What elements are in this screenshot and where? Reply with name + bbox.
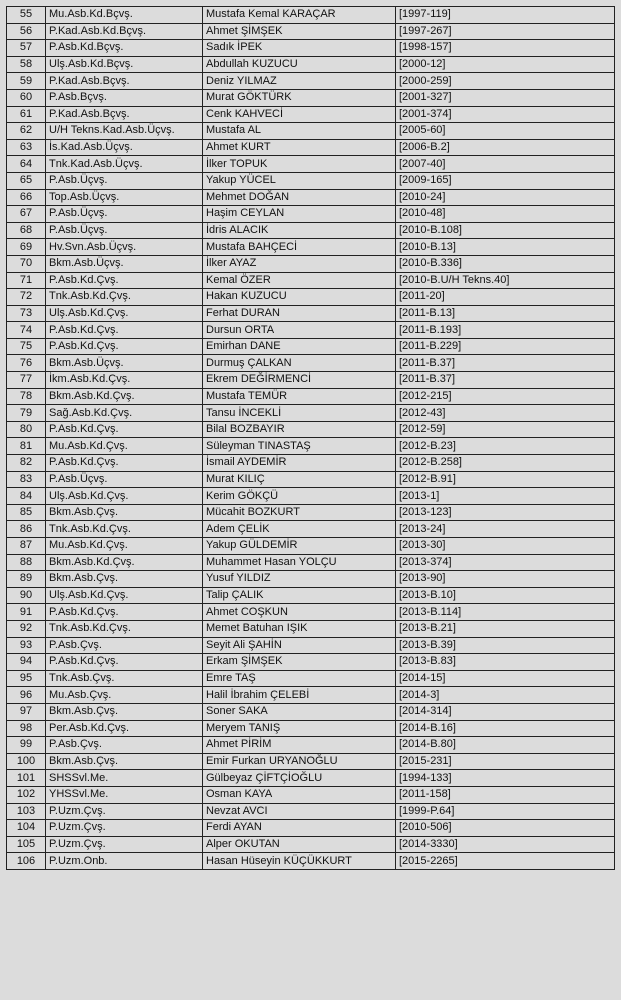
- reference-cell: [2013-B.114]: [396, 604, 615, 621]
- rank-cell: P.Asb.Çvş.: [46, 737, 203, 754]
- row-number-cell: 83: [7, 471, 46, 488]
- table-row: [7, 803, 615, 820]
- table-row: [7, 753, 615, 770]
- table-row: [7, 156, 615, 173]
- table-row: [7, 438, 615, 455]
- name-cell: Murat GÖKTÜRK: [203, 89, 396, 106]
- table-row: [7, 73, 615, 90]
- name-cell: Erkam ŞİMŞEK: [203, 654, 396, 671]
- rank-cell: P.Asb.Üçvş.: [46, 172, 203, 189]
- row-number-cell: 65: [7, 172, 46, 189]
- reference-cell: [1994-133]: [396, 770, 615, 787]
- name-cell: Dursun ORTA: [203, 322, 396, 339]
- reference-cell: [2014-314]: [396, 703, 615, 720]
- row-number-cell: 55: [7, 7, 46, 24]
- row-number-cell: 105: [7, 836, 46, 853]
- reference-cell: [2000-259]: [396, 73, 615, 90]
- table-row: [7, 836, 615, 853]
- table-row: [7, 853, 615, 870]
- name-cell: İdris ALACIK: [203, 222, 396, 239]
- name-cell: Muhammet Hasan YOLÇU: [203, 554, 396, 571]
- row-number-cell: 66: [7, 189, 46, 206]
- rank-cell: P.Kad.Asb.Kd.Bçvş.: [46, 23, 203, 40]
- table-row: [7, 7, 615, 24]
- row-number-cell: 88: [7, 554, 46, 571]
- name-cell: Mustafa Kemal KARAÇAR: [203, 7, 396, 24]
- row-number-cell: 80: [7, 421, 46, 438]
- rank-cell: P.Asb.Kd.Çvş.: [46, 455, 203, 472]
- name-cell: Yakup YÜCEL: [203, 172, 396, 189]
- name-cell: Cenk KAHVECİ: [203, 106, 396, 123]
- table-row: [7, 786, 615, 803]
- rank-cell: Bkm.Asb.Kd.Çvş.: [46, 554, 203, 571]
- table-row: [7, 571, 615, 588]
- table-row: [7, 322, 615, 339]
- name-cell: Emre TAŞ: [203, 670, 396, 687]
- rank-cell: Tnk.Asb.Kd.Çvş.: [46, 289, 203, 306]
- table-row: [7, 720, 615, 737]
- name-cell: Murat KILIÇ: [203, 471, 396, 488]
- row-number-cell: 100: [7, 753, 46, 770]
- row-number-cell: 92: [7, 620, 46, 637]
- table-row: [7, 40, 615, 57]
- table-row: [7, 654, 615, 671]
- reference-cell: [2013-B.83]: [396, 654, 615, 671]
- rank-cell: İkm.Asb.Kd.Çvş.: [46, 372, 203, 389]
- reference-cell: [2006-B.2]: [396, 139, 615, 156]
- rank-cell: P.Kad.Asb.Bçvş.: [46, 106, 203, 123]
- table-row: [7, 239, 615, 256]
- reference-cell: [2005-60]: [396, 123, 615, 140]
- reference-cell: [2012-215]: [396, 388, 615, 405]
- reference-cell: [2012-B.23]: [396, 438, 615, 455]
- row-number-cell: 106: [7, 853, 46, 870]
- name-cell: Mehmet DOĞAN: [203, 189, 396, 206]
- name-cell: Hakan KUZUCU: [203, 289, 396, 306]
- reference-cell: [2011-B.37]: [396, 355, 615, 372]
- name-cell: Osman KAYA: [203, 786, 396, 803]
- table-row: [7, 471, 615, 488]
- rank-cell: İs.Kad.Asb.Üçvş.: [46, 139, 203, 156]
- rank-cell: P.Asb.Kd.Çvş.: [46, 338, 203, 355]
- table-row: [7, 372, 615, 389]
- row-number-cell: 75: [7, 338, 46, 355]
- table-row: [7, 405, 615, 422]
- table-row: [7, 587, 615, 604]
- reference-cell: [2011-158]: [396, 786, 615, 803]
- row-number-cell: 82: [7, 455, 46, 472]
- reference-cell: [2011-B.13]: [396, 305, 615, 322]
- table-row: [7, 504, 615, 521]
- name-cell: Talip ÇALIK: [203, 587, 396, 604]
- row-number-cell: 71: [7, 272, 46, 289]
- reference-cell: [1998-157]: [396, 40, 615, 57]
- rank-cell: P.Asb.Üçvş.: [46, 222, 203, 239]
- table-row: [7, 388, 615, 405]
- name-cell: Ferhat DURAN: [203, 305, 396, 322]
- name-cell: Gülbeyaz ÇİFTÇİOĞLU: [203, 770, 396, 787]
- table-row: [7, 637, 615, 654]
- table-row: [7, 172, 615, 189]
- rank-cell: P.Asb.Kd.Çvş.: [46, 322, 203, 339]
- reference-cell: [2010-B.108]: [396, 222, 615, 239]
- row-number-cell: 72: [7, 289, 46, 306]
- name-cell: Soner SAKA: [203, 703, 396, 720]
- reference-cell: [2012-B.91]: [396, 471, 615, 488]
- reference-cell: [2007-40]: [396, 156, 615, 173]
- name-cell: Halil İbrahim ÇELEBİ: [203, 687, 396, 704]
- name-cell: Memet Batuhan IŞIK: [203, 620, 396, 637]
- row-number-cell: 57: [7, 40, 46, 57]
- reference-cell: [2010-B.13]: [396, 239, 615, 256]
- rank-cell: Mu.Asb.Kd.Bçvş.: [46, 7, 203, 24]
- name-cell: Emirhan DANE: [203, 338, 396, 355]
- reference-cell: [2013-24]: [396, 521, 615, 538]
- row-number-cell: 97: [7, 703, 46, 720]
- rank-cell: SHSSvl.Me.: [46, 770, 203, 787]
- name-cell: Ahmet ŞİMŞEK: [203, 23, 396, 40]
- reference-cell: [2012-43]: [396, 405, 615, 422]
- row-number-cell: 102: [7, 786, 46, 803]
- reference-cell: [2010-B.U/H Tekns.40]: [396, 272, 615, 289]
- reference-cell: [2012-B.258]: [396, 455, 615, 472]
- row-number-cell: 61: [7, 106, 46, 123]
- table-row: [7, 255, 615, 272]
- rank-cell: Per.Asb.Kd.Çvş.: [46, 720, 203, 737]
- name-cell: Ekrem DEĞİRMENCİ: [203, 372, 396, 389]
- table-row: [7, 272, 615, 289]
- name-cell: Ferdi AYAN: [203, 820, 396, 837]
- reference-cell: [2010-48]: [396, 206, 615, 223]
- row-number-cell: 101: [7, 770, 46, 787]
- rank-cell: P.Kad.Asb.Bçvş.: [46, 73, 203, 90]
- table-row: [7, 620, 615, 637]
- reference-cell: [1997-267]: [396, 23, 615, 40]
- reference-cell: [1997-119]: [396, 7, 615, 24]
- reference-cell: [2011-B.37]: [396, 372, 615, 389]
- rank-cell: Bkm.Asb.Çvş.: [46, 753, 203, 770]
- name-cell: Yakup GÜLDEMİR: [203, 538, 396, 555]
- name-cell: Mustafa TEMÜR: [203, 388, 396, 405]
- reference-cell: [2013-1]: [396, 488, 615, 505]
- reference-cell: [2013-374]: [396, 554, 615, 571]
- row-number-cell: 56: [7, 23, 46, 40]
- name-cell: Seyit Ali ŞAHİN: [203, 637, 396, 654]
- table-row: [7, 355, 615, 372]
- rank-cell: Tnk.Asb.Kd.Çvş.: [46, 620, 203, 637]
- table-row: [7, 820, 615, 837]
- name-cell: Abdullah KUZUCU: [203, 56, 396, 73]
- reference-cell: [2010-506]: [396, 820, 615, 837]
- row-number-cell: 59: [7, 73, 46, 90]
- table-row: [7, 670, 615, 687]
- table-row: [7, 554, 615, 571]
- name-cell: Haşim CEYLAN: [203, 206, 396, 223]
- row-number-cell: 78: [7, 388, 46, 405]
- reference-cell: [2014-15]: [396, 670, 615, 687]
- name-cell: Mustafa AL: [203, 123, 396, 140]
- row-number-cell: 68: [7, 222, 46, 239]
- rank-cell: P.Uzm.Çvş.: [46, 820, 203, 837]
- name-cell: Adem ÇELİK: [203, 521, 396, 538]
- rank-cell: P.Asb.Kd.Çvş.: [46, 272, 203, 289]
- table-row: [7, 421, 615, 438]
- name-cell: Süleyman TINASTAŞ: [203, 438, 396, 455]
- rank-cell: Ulş.Asb.Kd.Çvş.: [46, 305, 203, 322]
- rank-cell: Bkm.Asb.Üçvş.: [46, 355, 203, 372]
- rank-cell: Bkm.Asb.Üçvş.: [46, 255, 203, 272]
- rank-cell: Mu.Asb.Kd.Çvş.: [46, 538, 203, 555]
- name-cell: Mustafa BAHÇECİ: [203, 239, 396, 256]
- table-row: [7, 89, 615, 106]
- name-cell: Ahmet COŞKUN: [203, 604, 396, 621]
- rank-cell: Mu.Asb.Kd.Çvş.: [46, 438, 203, 455]
- reference-cell: [2011-20]: [396, 289, 615, 306]
- row-number-cell: 70: [7, 255, 46, 272]
- rank-cell: P.Asb.Kd.Çvş.: [46, 421, 203, 438]
- table-row: [7, 305, 615, 322]
- rank-cell: Tnk.Kad.Asb.Üçvş.: [46, 156, 203, 173]
- rank-cell: Bkm.Asb.Kd.Çvş.: [46, 388, 203, 405]
- name-cell: Sadık İPEK: [203, 40, 396, 57]
- row-number-cell: 98: [7, 720, 46, 737]
- row-number-cell: 58: [7, 56, 46, 73]
- table-row: [7, 189, 615, 206]
- reference-cell: [2011-B.229]: [396, 338, 615, 355]
- name-cell: Kemal ÖZER: [203, 272, 396, 289]
- table-row: [7, 521, 615, 538]
- rank-cell: Bkm.Asb.Çvş.: [46, 703, 203, 720]
- row-number-cell: 85: [7, 504, 46, 521]
- reference-cell: [2013-30]: [396, 538, 615, 555]
- name-cell: İlker AYAZ: [203, 255, 396, 272]
- row-number-cell: 76: [7, 355, 46, 372]
- name-cell: Durmuş ÇALKAN: [203, 355, 396, 372]
- reference-cell: [2012-59]: [396, 421, 615, 438]
- rank-cell: U/H Tekns.Kad.Asb.Üçvş.: [46, 123, 203, 140]
- reference-cell: [2011-B.193]: [396, 322, 615, 339]
- row-number-cell: 99: [7, 737, 46, 754]
- row-number-cell: 63: [7, 139, 46, 156]
- row-number-cell: 86: [7, 521, 46, 538]
- name-cell: Ahmet PİRİM: [203, 737, 396, 754]
- name-cell: Alper OKUTAN: [203, 836, 396, 853]
- name-cell: Yusuf YILDIZ: [203, 571, 396, 588]
- reference-cell: [2014-3]: [396, 687, 615, 704]
- reference-cell: [2015-231]: [396, 753, 615, 770]
- row-number-cell: 60: [7, 89, 46, 106]
- table-row: [7, 23, 615, 40]
- reference-cell: [2009-165]: [396, 172, 615, 189]
- rank-cell: P.Asb.Üçvş.: [46, 471, 203, 488]
- name-cell: Meryem TANIŞ: [203, 720, 396, 737]
- reference-cell: [2010-24]: [396, 189, 615, 206]
- reference-cell: [2001-327]: [396, 89, 615, 106]
- name-cell: İlker TOPUK: [203, 156, 396, 173]
- table-row: [7, 455, 615, 472]
- name-cell: Tansu İNCEKLİ: [203, 405, 396, 422]
- reference-cell: [1999-P.64]: [396, 803, 615, 820]
- row-number-cell: 94: [7, 654, 46, 671]
- name-cell: Hasan Hüseyin KÜÇÜKKURT: [203, 853, 396, 870]
- row-number-cell: 69: [7, 239, 46, 256]
- table-row: [7, 106, 615, 123]
- table-row: [7, 770, 615, 787]
- row-number-cell: 90: [7, 587, 46, 604]
- reference-cell: [2001-374]: [396, 106, 615, 123]
- reference-cell: [2015-2265]: [396, 853, 615, 870]
- table-row: [7, 123, 615, 140]
- row-number-cell: 74: [7, 322, 46, 339]
- row-number-cell: 79: [7, 405, 46, 422]
- rank-cell: Sağ.Asb.Kd.Çvş.: [46, 405, 203, 422]
- reference-cell: [2013-B.10]: [396, 587, 615, 604]
- table-row: [7, 139, 615, 156]
- table-row: [7, 687, 615, 704]
- rank-cell: Tnk.Asb.Kd.Çvş.: [46, 521, 203, 538]
- reference-cell: [2013-90]: [396, 571, 615, 588]
- row-number-cell: 104: [7, 820, 46, 837]
- rank-cell: Top.Asb.Üçvş.: [46, 189, 203, 206]
- rank-cell: Mu.Asb.Çvş.: [46, 687, 203, 704]
- row-number-cell: 81: [7, 438, 46, 455]
- name-cell: İsmail AYDEMİR: [203, 455, 396, 472]
- rank-cell: P.Asb.Bçvş.: [46, 89, 203, 106]
- table-row: [7, 56, 615, 73]
- name-cell: Deniz YILMAZ: [203, 73, 396, 90]
- table-row: [7, 604, 615, 621]
- name-cell: Bilal BOZBAYIR: [203, 421, 396, 438]
- table-row: [7, 338, 615, 355]
- reference-cell: [2014-B.16]: [396, 720, 615, 737]
- rank-cell: Bkm.Asb.Çvş.: [46, 571, 203, 588]
- name-cell: Kerim GÖKÇÜ: [203, 488, 396, 505]
- table-row: [7, 289, 615, 306]
- rank-cell: P.Uzm.Onb.: [46, 853, 203, 870]
- rank-cell: Ulş.Asb.Kd.Çvş.: [46, 488, 203, 505]
- row-number-cell: 103: [7, 803, 46, 820]
- row-number-cell: 73: [7, 305, 46, 322]
- rank-cell: YHSSvl.Me.: [46, 786, 203, 803]
- name-cell: Mücahit BOZKURT: [203, 504, 396, 521]
- rank-cell: P.Uzm.Çvş.: [46, 803, 203, 820]
- personnel-list-table: [6, 6, 615, 870]
- table-row: [7, 488, 615, 505]
- rank-cell: P.Asb.Kd.Çvş.: [46, 604, 203, 621]
- table-row: [7, 703, 615, 720]
- rank-cell: P.Asb.Çvş.: [46, 637, 203, 654]
- table-row: [7, 206, 615, 223]
- row-number-cell: 87: [7, 538, 46, 555]
- rank-cell: Tnk.Asb.Çvş.: [46, 670, 203, 687]
- row-number-cell: 84: [7, 488, 46, 505]
- row-number-cell: 91: [7, 604, 46, 621]
- row-number-cell: 93: [7, 637, 46, 654]
- rank-cell: P.Asb.Kd.Bçvş.: [46, 40, 203, 57]
- rank-cell: P.Asb.Üçvş.: [46, 206, 203, 223]
- row-number-cell: 64: [7, 156, 46, 173]
- rank-cell: Hv.Svn.Asb.Üçvş.: [46, 239, 203, 256]
- table-row: [7, 538, 615, 555]
- reference-cell: [2014-3330]: [396, 836, 615, 853]
- rank-cell: P.Asb.Kd.Çvş.: [46, 654, 203, 671]
- table-row: [7, 222, 615, 239]
- name-cell: Ahmet KURT: [203, 139, 396, 156]
- reference-cell: [2013-123]: [396, 504, 615, 521]
- reference-cell: [2013-B.21]: [396, 620, 615, 637]
- rank-cell: Ulş.Asb.Kd.Bçvş.: [46, 56, 203, 73]
- name-cell: Nevzat AVCI: [203, 803, 396, 820]
- row-number-cell: 95: [7, 670, 46, 687]
- row-number-cell: 67: [7, 206, 46, 223]
- reference-cell: [2013-B.39]: [396, 637, 615, 654]
- row-number-cell: 96: [7, 687, 46, 704]
- rank-cell: P.Uzm.Çvş.: [46, 836, 203, 853]
- row-number-cell: 89: [7, 571, 46, 588]
- reference-cell: [2014-B.80]: [396, 737, 615, 754]
- row-number-cell: 62: [7, 123, 46, 140]
- name-cell: Emir Furkan URYANOĞLU: [203, 753, 396, 770]
- reference-cell: [2000-12]: [396, 56, 615, 73]
- rank-cell: Ulş.Asb.Kd.Çvş.: [46, 587, 203, 604]
- table-row: [7, 737, 615, 754]
- rank-cell: Bkm.Asb.Çvş.: [46, 504, 203, 521]
- row-number-cell: 77: [7, 372, 46, 389]
- table-body: [7, 7, 615, 870]
- reference-cell: [2010-B.336]: [396, 255, 615, 272]
